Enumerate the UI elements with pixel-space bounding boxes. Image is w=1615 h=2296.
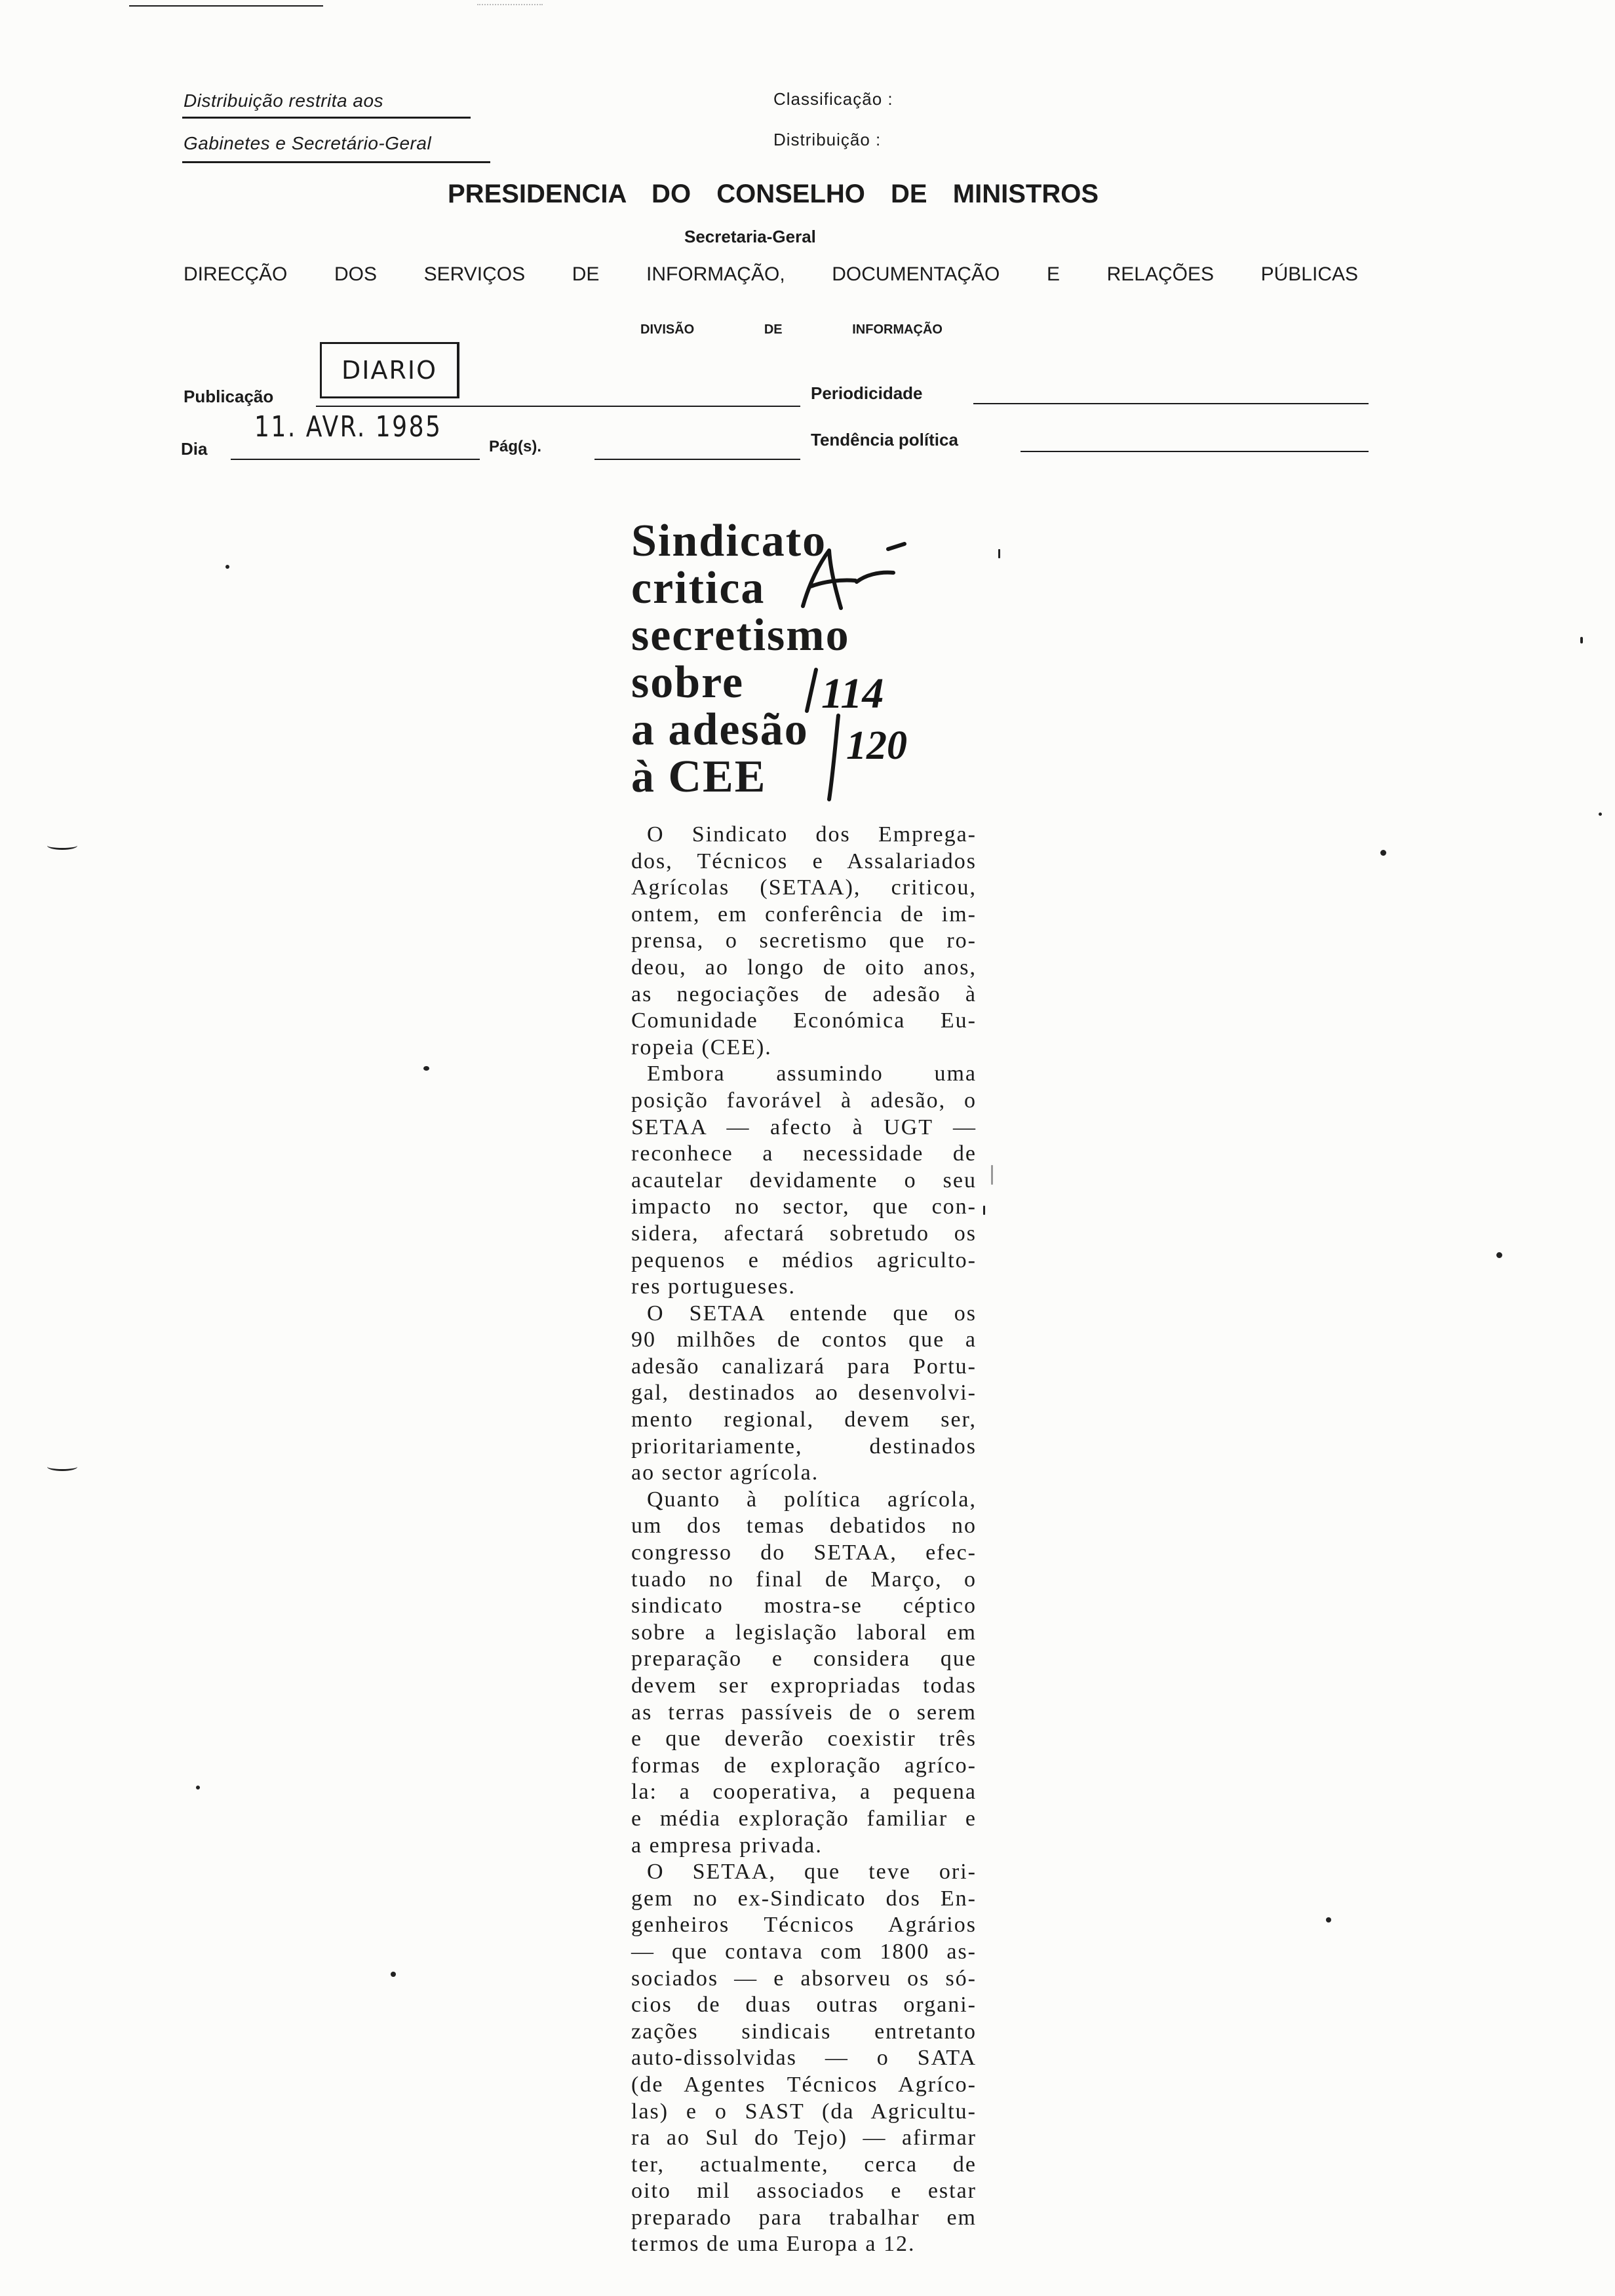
- publication-label: Publicação: [184, 387, 274, 406]
- scan-speck: [1599, 813, 1602, 816]
- restriction-line-1: Distribuição restrita aos: [184, 90, 384, 111]
- article-line: Agrícolas (SETAA), criticou,: [631, 875, 977, 900]
- annotation-text-1: 114: [821, 670, 884, 718]
- article-line: res portugueses.: [631, 1274, 796, 1299]
- scan-speck: [196, 1786, 200, 1789]
- article-line: auto-dissolvidas — o SATA: [631, 2046, 977, 2071]
- article-line: (de Agentes Técnicos Agríco-: [631, 2072, 977, 2097]
- pages-underline: [594, 459, 800, 460]
- division-line: DIVISÃO DE INFORMAÇÃO: [640, 322, 943, 337]
- article-line: mento regional, devem ser,: [631, 1407, 977, 1432]
- article-line: adesão canalizará para Portu-: [631, 1354, 977, 1379]
- article-line: Embora assumindo uma: [647, 1062, 977, 1086]
- org-title: PRESIDENCIA DO CONSELHO DE MINISTROS: [448, 180, 1099, 208]
- article-line: prensa, o secretismo que ro-: [631, 928, 977, 953]
- article-line: ter, actualmente, cerca de: [631, 2152, 977, 2177]
- handwritten-annotation: [783, 524, 941, 813]
- periodicity-label: Periodicidade: [811, 383, 923, 403]
- article-line: preparação e considera que: [631, 1647, 977, 1672]
- restriction-line-2: Gabinetes e Secretário-Geral: [184, 133, 432, 153]
- pages-label: Pág(s).: [489, 438, 542, 455]
- article-line: ropeia (CEE).: [631, 1035, 772, 1060]
- article-line: tuado no final de Março, o: [631, 1567, 977, 1592]
- article-line: genheiros Técnicos Agrários: [631, 1913, 977, 1938]
- scan-speck: [991, 1165, 993, 1185]
- scan-speck: [1326, 1917, 1331, 1923]
- org-subtitle: Secretaria-Geral: [684, 227, 816, 246]
- article-line: posição favorável à adesão, o: [631, 1088, 977, 1113]
- annotation-scribble: [888, 544, 905, 549]
- article-line: acautelar devidamente o seu: [631, 1168, 977, 1193]
- article-line: — que contava com 1800 as-: [631, 1939, 977, 1964]
- date-stamp: 11. AVR. 1985: [254, 410, 442, 444]
- article-line: dos, Técnicos e Assalariados: [631, 849, 977, 873]
- article-line: reconhece a necessidade de: [631, 1141, 977, 1166]
- article-line: a empresa privada.: [631, 1833, 823, 1858]
- article-line: as negociações de adesão à: [631, 982, 977, 1006]
- article-line: las) e o SAST (da Agricultu-: [631, 2099, 977, 2124]
- restriction-underline-1: [182, 117, 471, 119]
- article-line: sociados — e absorveu os só-: [631, 1966, 977, 1991]
- article-line: pequenos e médios agriculto-: [631, 1248, 977, 1272]
- article-line: cios de duas outras organi-: [631, 1993, 977, 2018]
- article-line: la: a cooperativa, a pequena: [631, 1780, 977, 1805]
- headline-line: Sindicato: [631, 516, 827, 566]
- article-line: O SETAA, que teve ori-: [647, 1860, 977, 1885]
- scan-speck: [423, 1066, 429, 1071]
- article-line: 90 milhões de contos que a: [631, 1328, 977, 1352]
- article-line: as terras passíveis de o serem: [631, 1700, 977, 1725]
- tendency-label: Tendência política: [811, 430, 958, 450]
- article-line: deou, ao longo de oito anos,: [631, 955, 977, 980]
- day-label: Dia: [181, 439, 208, 459]
- headline-line: secretismo: [631, 610, 850, 660]
- scan-speck: [1580, 637, 1583, 643]
- article-line: ontem, em conferência de im-: [631, 902, 977, 927]
- article-line: zações sindicais entretanto: [631, 2019, 977, 2044]
- article-line: ao sector agrícola.: [631, 1461, 819, 1485]
- article-line: ra ao Sul do Tejo) — afirmar: [631, 2126, 977, 2151]
- article-line: termos de uma Europa a 12.: [631, 2232, 916, 2257]
- article-line: formas de exploração agríco-: [631, 1753, 977, 1778]
- article-line: sindicato mostra-se céptico: [631, 1594, 977, 1618]
- publication-underline: [316, 406, 800, 407]
- scan-speck: [391, 1972, 396, 1977]
- directorate-line: DIRECÇÃO DOS SERVIÇOS DE INFORMAÇÃO, DOCUMENTAÇÃO E RELAÇÕES PÚBLICAS: [184, 263, 1358, 285]
- article-line: prioritariamente, destinados: [631, 1434, 977, 1459]
- headline-line: à CEE: [631, 752, 767, 802]
- left-edge-mark: [47, 1463, 77, 1471]
- annotation-slash: [829, 716, 838, 799]
- article-line: sidera, afectará sobretudo os: [631, 1221, 977, 1246]
- scan-speck: [983, 1206, 985, 1215]
- scan-speck: [1496, 1252, 1502, 1258]
- publication-stamp: DIARIO: [320, 342, 459, 398]
- article-line: SETAA — afecto à UGT —: [631, 1115, 977, 1139]
- article-line: O Sindicato dos Emprega-: [647, 822, 977, 847]
- article-line: e que deverão coexistir três: [631, 1727, 977, 1751]
- annotation-slash: [807, 670, 816, 711]
- headline-line: a adesão: [631, 704, 809, 755]
- article-line: congresso do SETAA, efec-: [631, 1540, 977, 1565]
- periodicity-underline: [973, 403, 1369, 404]
- article-body: [631, 822, 977, 2258]
- top-edge-dots: [477, 4, 543, 5]
- article-line: preparado para trabalhar em: [631, 2205, 977, 2230]
- article-line: e média exploração familiar e: [631, 1806, 977, 1831]
- annotation-scribble: [803, 550, 855, 608]
- headline-line: sobre: [631, 657, 745, 708]
- article-line: devem ser expropriadas todas: [631, 1674, 977, 1698]
- scan-speck: [225, 565, 229, 569]
- article-line: Quanto à política agrícola,: [647, 1487, 977, 1512]
- annotation-text-2: 120: [846, 723, 907, 768]
- scan-speck: [998, 549, 1000, 558]
- article-line: O SETAA entende que os: [647, 1301, 977, 1326]
- headline-line: critica: [631, 563, 766, 613]
- annotation-scribble: [857, 573, 893, 582]
- article-line: impacto no sector, que con-: [631, 1195, 977, 1219]
- article-line: oito mil associados e estar: [631, 2179, 977, 2204]
- restriction-underline-2: [182, 161, 490, 163]
- top-edge-rule: [129, 5, 323, 7]
- classification-label: Classificação :: [773, 89, 893, 109]
- distribution-label: Distribuição :: [773, 130, 882, 149]
- article-line: sobre a legislação laboral em: [631, 1620, 977, 1645]
- article-line: gal, destinados ao desenvolvi-: [631, 1381, 977, 1406]
- scan-speck: [1380, 850, 1386, 856]
- left-edge-mark: [47, 841, 77, 850]
- article-line: Comunidade Económica Eu-: [631, 1008, 977, 1033]
- tendency-underline: [1021, 451, 1369, 452]
- day-underline: [231, 459, 480, 460]
- article-line: um dos temas debatidos no: [631, 1514, 977, 1539]
- article-line: gem no ex-Sindicato dos En-: [631, 1886, 977, 1911]
